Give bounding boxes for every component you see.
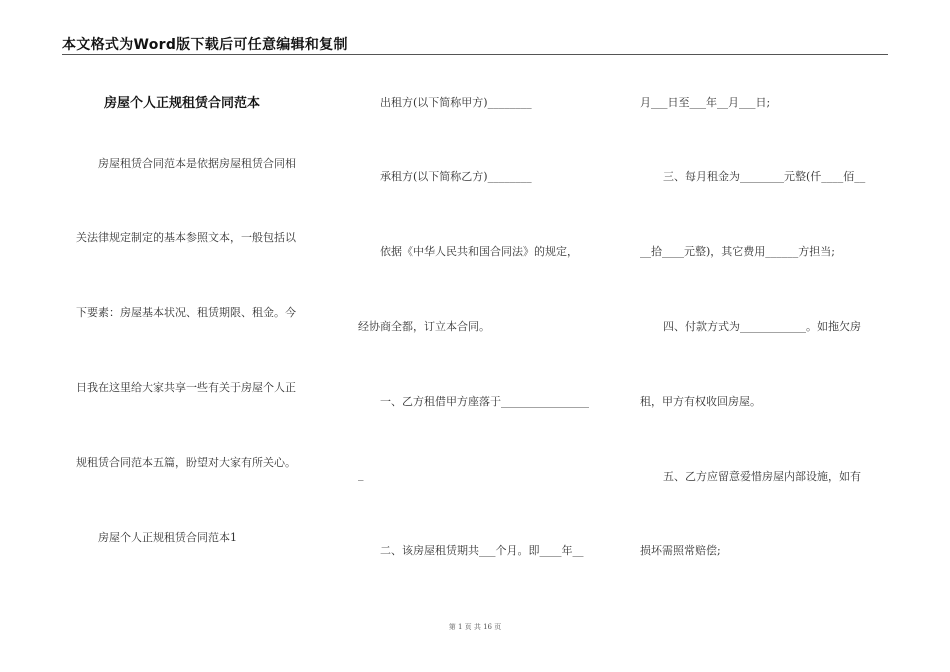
text-line: 五、乙方应留意爱惜房屋内部设施，如有 [663, 470, 861, 483]
text-line: 房屋租赁合同范本是依据房屋租赁合同相 [98, 157, 296, 170]
text-line: 承租方(以下简称乙方)________ [380, 170, 532, 183]
header-rule [62, 54, 888, 55]
document-title: 房屋个人正规租赁合同范本 [104, 96, 261, 111]
text-line: 关法律规定制定的基本参照文本，一般包括以 [76, 231, 296, 244]
page-number: 第 1 页 共 16 页 [448, 623, 502, 631]
text-line: __拾____元整)，其它费用______方担当; [640, 245, 835, 258]
text-line: 损坏需照常赔偿; [640, 544, 721, 557]
text-line: 依据《中华人民共和国合同法》的规定， [380, 245, 578, 258]
document-header: 本文格式为Word版下载后可任意编辑和复制 [62, 37, 348, 53]
text-line: 出租方(以下简称甲方)________ [380, 96, 532, 109]
text-line: 日我在这里给大家共享一些有关于房屋个人正 [76, 381, 296, 394]
text-line: 月___日至___年__月___日; [640, 96, 771, 109]
text-line: 一、乙方租借甲方座落于________________ [380, 395, 589, 408]
text-line: 租，甲方有权收回房屋。 [640, 395, 761, 408]
text-line: _ [358, 468, 364, 481]
text-line: 三、每月租金为________元整(仟____佰__ [663, 170, 866, 183]
text-line: 经协商全都，订立本合同。 [358, 320, 490, 333]
section-heading: 房屋个人正规租赁合同范本1 [98, 531, 237, 544]
text-line: 四、付款方式为____________。如拖欠房 [663, 320, 861, 333]
text-line: 下要素：房屋基本状况、租赁期限、租金。今 [76, 306, 296, 319]
text-line: 二、该房屋租赁期共___个月。即____年__ [380, 544, 584, 557]
text-line: 规租赁合同范本五篇，盼望对大家有所关心。 [76, 456, 296, 469]
